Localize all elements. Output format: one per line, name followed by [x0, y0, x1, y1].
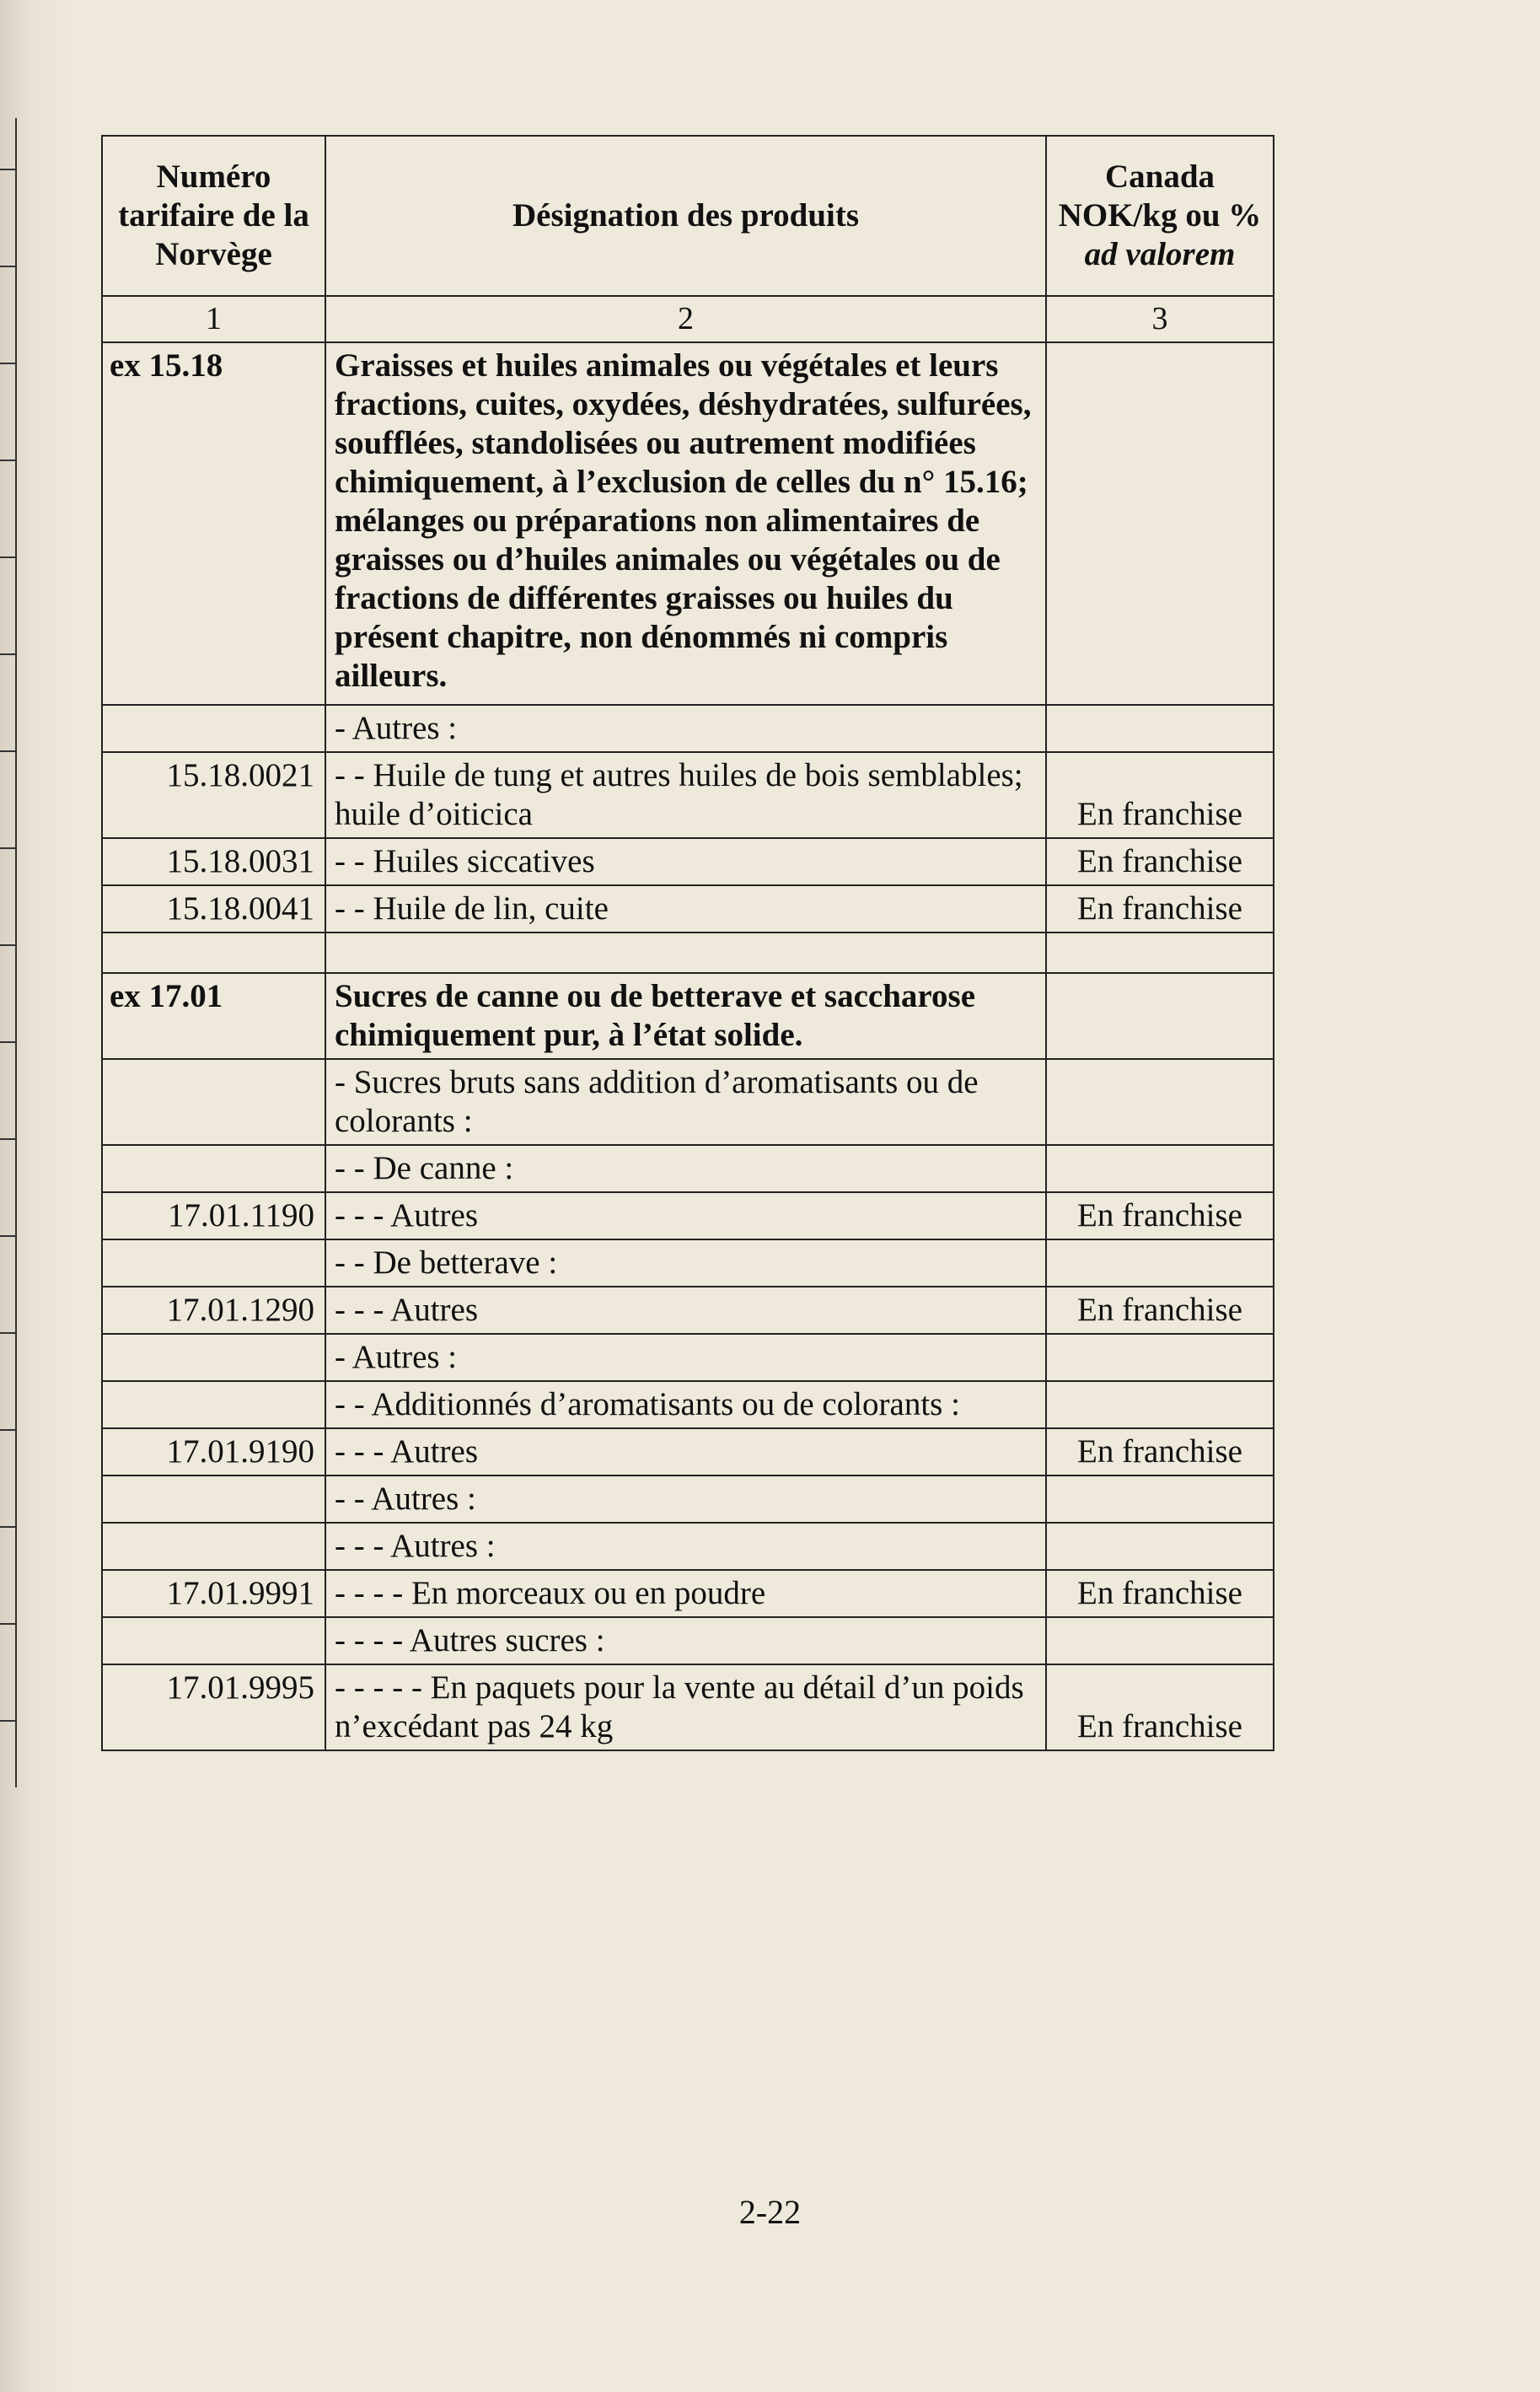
tariff-code-cell: 17.01.1190: [102, 1192, 325, 1239]
binding-tick: [0, 169, 15, 170]
tariff-code-cell: [102, 933, 325, 973]
designation-cell: - - - - Autres sucres :: [325, 1617, 1046, 1664]
tariff-code-cell: 15.18.0041: [102, 885, 325, 933]
table-row: [102, 1192, 1274, 1239]
tariff-code-cell: [102, 1476, 325, 1523]
header-duty-advalorem: ad valorem: [1084, 236, 1236, 272]
table-row: [102, 1428, 1274, 1476]
tariff-code-cell: [102, 1239, 325, 1287]
binding-tick: [0, 1332, 15, 1334]
binding-tick: [0, 1041, 15, 1043]
duty-cell: [1046, 705, 1274, 752]
binding-tick: [0, 1138, 15, 1140]
designation-cell: - - Huile de tung et autres huiles de bois semblables; huile d’oiticica: [325, 752, 1046, 838]
designation-cell: - - De canne :: [325, 1145, 1046, 1192]
column-number-3: 3: [1046, 296, 1274, 342]
binding-tick: [0, 1720, 15, 1722]
table-row: [102, 342, 1274, 705]
duty-cell: En franchise: [1046, 1664, 1274, 1750]
duty-cell: En franchise: [1046, 752, 1274, 838]
tariff-code-cell: [102, 1523, 325, 1570]
binding-tick: [0, 1429, 15, 1431]
duty-cell: [1046, 1381, 1274, 1428]
table-row: [102, 1570, 1274, 1617]
header-duty-unit: Canada NOK/kg ou %: [1058, 158, 1262, 234]
binding-tick: [0, 1235, 15, 1237]
designation-cell: - - Huiles siccatives: [325, 838, 1046, 885]
binding-tick: [0, 1623, 15, 1625]
table-row: [102, 1145, 1274, 1192]
tariff-code-cell: [102, 1381, 325, 1428]
designation-cell: - Sucres bruts sans addition d’aromatisants ou de colorants :: [325, 1059, 1046, 1145]
duty-cell: [1046, 1059, 1274, 1145]
page-number: 2-22: [738, 2193, 802, 2231]
duty-cell: [1046, 1239, 1274, 1287]
duty-cell: [1046, 1617, 1274, 1664]
table-row: [102, 1523, 1274, 1570]
tariff-code-cell: 17.01.9995: [102, 1664, 325, 1750]
duty-cell: En franchise: [1046, 1570, 1274, 1617]
designation-cell: Sucres de canne ou de betterave et saccharose chimiquement pur, à l’état solide.: [325, 973, 1046, 1059]
duty-cell: [1046, 1145, 1274, 1192]
designation-cell: - Autres :: [325, 1334, 1046, 1381]
tariff-code-cell: 15.18.0021: [102, 752, 325, 838]
column-number-2: 2: [325, 296, 1046, 342]
table-row: [102, 1664, 1274, 1750]
column-number-row: [102, 296, 1274, 342]
duty-cell: [1046, 1334, 1274, 1381]
header-tariff-number: Numéro tarifaire de la Norvège: [102, 136, 325, 296]
binding-tick: [0, 556, 15, 558]
duty-cell: [1046, 973, 1274, 1059]
designation-cell: - Autres :: [325, 705, 1046, 752]
designation-cell: [325, 933, 1046, 973]
binding-tick: [0, 847, 15, 849]
header-duty: [1046, 136, 1274, 296]
table-row: [102, 1334, 1274, 1381]
column-number-1: 1: [102, 296, 325, 342]
designation-cell: Graisses et huiles animales ou végétales et leurs fractions, cuites, oxydées, déshydratées, sulfurées, soufflées, standolisées ou autrement modifiées chimiquement, à l’exclusion de celles du n° 15.16; mélanges ou préparations non alimentaires de graisses ou d’huiles animales ou végétales ou de fractions de différentes graisses ou huiles du présent chapitre, non dénommés ni compris ailleurs.: [325, 342, 1046, 705]
duty-cell: [1046, 933, 1274, 973]
table-row: [102, 973, 1274, 1059]
table-row: [102, 1617, 1274, 1664]
designation-cell: - - De betterave :: [325, 1239, 1046, 1287]
binding-tick: [0, 653, 15, 655]
binding-tick: [0, 944, 15, 946]
tariff-code-cell: 17.01.1290: [102, 1287, 325, 1334]
binding-tick: [0, 266, 15, 267]
table-row: [102, 838, 1274, 885]
tariff-table: [101, 135, 1274, 1751]
duty-cell: En franchise: [1046, 1192, 1274, 1239]
tariff-code-cell: [102, 1334, 325, 1381]
table-row: [102, 885, 1274, 933]
designation-cell: - - - - - En paquets pour la vente au détail d’un poids n’excédant pas 24 kg: [325, 1664, 1046, 1750]
header-designation: Désignation des produits: [325, 136, 1046, 296]
table-row: [102, 1476, 1274, 1523]
table-row: [102, 1287, 1274, 1334]
tariff-code-cell: 15.18.0031: [102, 838, 325, 885]
tariff-code-cell: [102, 1059, 325, 1145]
duty-cell: [1046, 342, 1274, 705]
tariff-code-cell: ex 15.18: [102, 342, 325, 705]
designation-cell: - - - Autres :: [325, 1523, 1046, 1570]
designation-cell: - - - Autres: [325, 1428, 1046, 1476]
binding-tick: [0, 1526, 15, 1528]
binding-tick: [0, 363, 15, 364]
designation-cell: - - Additionnés d’aromatisants ou de colorants :: [325, 1381, 1046, 1428]
duty-cell: En franchise: [1046, 838, 1274, 885]
table-row: [102, 705, 1274, 752]
tariff-code-cell: [102, 705, 325, 752]
tariff-code-cell: [102, 1145, 325, 1192]
header-row: [102, 136, 1274, 296]
designation-cell: - - - Autres: [325, 1192, 1046, 1239]
binding-tick: [0, 460, 15, 461]
binding-edge: [0, 118, 17, 1787]
duty-cell: En franchise: [1046, 1287, 1274, 1334]
duty-cell: En franchise: [1046, 1428, 1274, 1476]
designation-cell: - - - Autres: [325, 1287, 1046, 1334]
designation-cell: - - Huile de lin, cuite: [325, 885, 1046, 933]
duty-cell: En franchise: [1046, 885, 1274, 933]
table-row: [102, 1059, 1274, 1145]
table-row: [102, 933, 1274, 973]
duty-cell: [1046, 1523, 1274, 1570]
designation-cell: - - - - En morceaux ou en poudre: [325, 1570, 1046, 1617]
table-row: [102, 1381, 1274, 1428]
tariff-code-cell: 17.01.9991: [102, 1570, 325, 1617]
tariff-code-cell: 17.01.9190: [102, 1428, 325, 1476]
binding-tick: [0, 750, 15, 752]
designation-cell: - - Autres :: [325, 1476, 1046, 1523]
table-row: [102, 752, 1274, 838]
duty-cell: [1046, 1476, 1274, 1523]
tariff-code-cell: ex 17.01: [102, 973, 325, 1059]
table-row: [102, 1239, 1274, 1287]
tariff-code-cell: [102, 1617, 325, 1664]
